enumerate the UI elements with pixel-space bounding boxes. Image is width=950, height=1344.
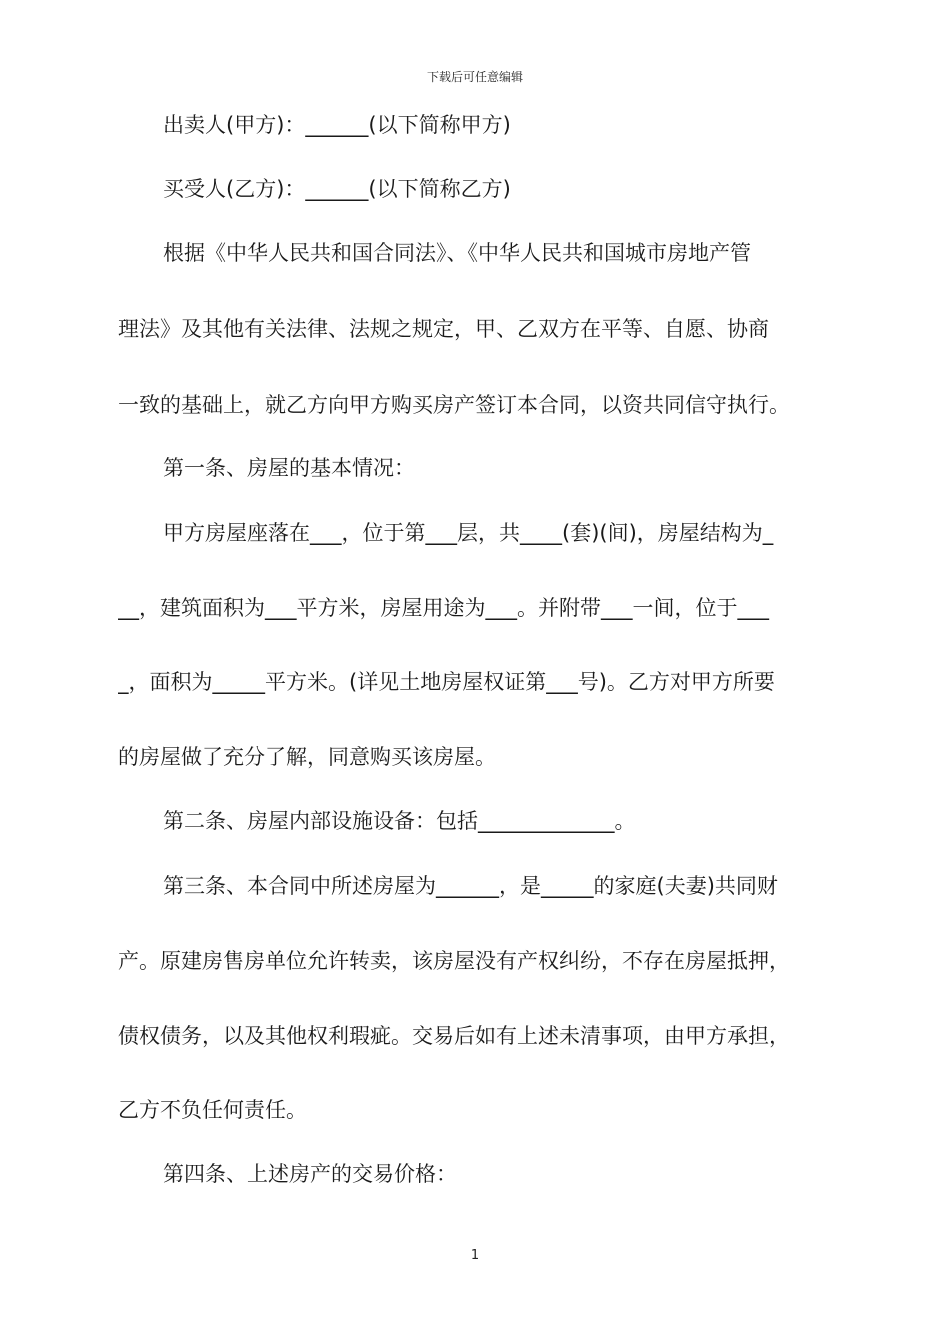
buyer-line: 买受人(乙方)：______(以下简称乙方): [163, 177, 511, 201]
article-2-line: 第二条、房屋内部设施设备：包括_____________。: [163, 809, 636, 833]
article-1-heading: 第一条、房屋的基本情况：: [163, 456, 415, 480]
article-1-line-2: __，建筑面积为___平方米，房屋用途为___。并附带___一间，位于___: [118, 596, 769, 620]
article-1-line-3: _，面积为_____平方米。(详见土地房屋权证第___号)。乙方对甲方所要: [118, 670, 775, 694]
preamble-line-3: 一致的基础上，就乙方向甲方购买房产签订本合同，以资共同信守执行。: [118, 393, 790, 417]
article-4-heading: 第四条、上述房产的交易价格：: [163, 1162, 457, 1186]
article-3-line-2: 产。原建房售房单位允许转卖，该房屋没有产权纠纷，不存在房屋抵押，: [118, 949, 790, 973]
article-1-line-4: 的房屋做了充分了解，同意购买该房屋。: [118, 745, 496, 769]
article-3-line-1: 第三条、本合同中所述房屋为______，是_____的家庭(夫妻)共同财: [163, 874, 778, 898]
article-3-line-4: 乙方不负任何责任。: [118, 1098, 307, 1122]
preamble-line-2: 理法》及其他有关法律、法规之规定，甲、乙双方在平等、自愿、协商: [118, 317, 769, 341]
article-3-line-3: 债权债务，以及其他权利瑕疵。交易后如有上述未清事项，由甲方承担，: [118, 1024, 790, 1048]
seller-line: 出卖人(甲方)：______(以下简称甲方): [163, 113, 511, 137]
page-number: 1: [470, 1248, 480, 1263]
page-header: 下载后可任意编辑: [426, 70, 523, 84]
preamble-line-1: 根据《中华人民共和国合同法》、《中华人民共和国城市房地产管: [163, 241, 751, 265]
article-1-line-1: 甲方房屋座落在___，位于第___层，共____(套)(间)，房屋结构为_: [163, 521, 774, 545]
